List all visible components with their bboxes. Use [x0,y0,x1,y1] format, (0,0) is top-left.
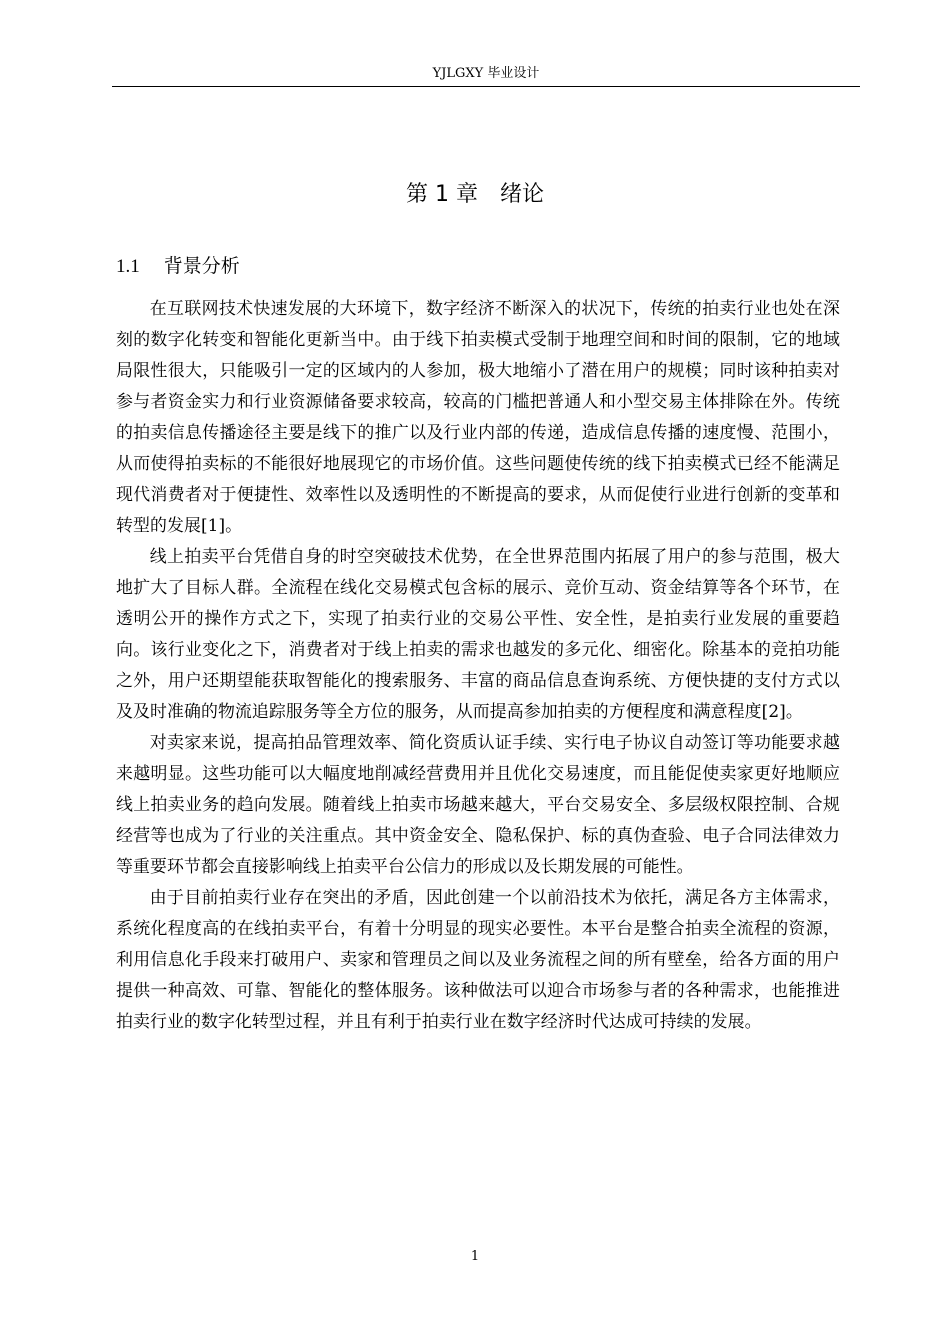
section-title: 背景分析 [163,255,240,277]
section-number: 1.1 [116,256,140,277]
page-number: 1 [470,1249,480,1264]
chapter-name: 绪论 [499,182,544,207]
chapter-number: 第 1 章 [406,182,478,207]
paragraph-3: 对卖家来说，提高拍品管理效率、简化资质认证手续、实行电子协议自动签订等功能要求越来越明显。这些功能可以大幅度地削减经营费用并且优化交易速度，而且能促使卖家更好地顺应线上拍卖业务的趋向发展。随着线上拍卖市场越来越大，平台交易安全、多层级权限控制、合规经营等也成为了行业的关注重点。其中资金安全、隐私保护、标的真伪查验、电子合同法律效力等重要环节都会直接影响线上拍卖平台公信力的形成以及长期发展的可能性。 [116,732,840,876]
chapter-title [0,180,950,210]
body-text [116,293,840,1037]
header-divider [112,86,860,87]
paragraph-1: 在互联网技术快速发展的大环境下，数字经济不断深入的状况下，传统的拍卖行业也处在深刻的数字化转变和智能化更新当中。由于线下拍卖模式受制于地理空间和时间的限制，它的地域局限性很大，只能吸引一定的区域内的人参加，极大地缩小了潜在用户的规模；同时该种拍卖对参与者资金实力和行业资源储备要求较高，较高的门槛把普通人和小型交易主体排除在外。传统的拍卖信息传播途径主要是线下的推广以及行业内部的传递，造成信息传播的速度慢、范围小，从而使得拍卖标的不能很好地展现它的市场价值。这些问题使传统的线下拍卖模式已经不能满足现代消费者对于便捷性、效率性以及透明性的不断提高的要求，从而促使行业进行创新的变革和转型的发展[1]。 [116,298,840,535]
running-header: YJLGXY 毕业设计 [432,66,540,81]
section-heading [116,252,240,281]
paragraph-2: 线上拍卖平台凭借自身的时空突破技术优势，在全世界范围内拓展了用户的参与范围，极大地扩大了目标人群。全流程在线化交易模式包含标的展示、竞价互动、资金结算等各个环节，在透明公开的操作方式之下，实现了拍卖行业的交易公平性、安全性，是拍卖行业发展的重要趋向。该行业变化之下，消费者对于线上拍卖的需求也越发的多元化、细密化。除基本的竞拍功能之外，用户还期望能获取智能化的搜索服务、丰富的商品信息查询系统、方便快捷的支付方式以及及时准确的物流追踪服务等全方位的服务，从而提高参加拍卖的方便程度和满意程度[2]。 [116,546,840,721]
paragraph-4: 由于目前拍卖行业存在突出的矛盾，因此创建一个以前沿技术为依托，满足各方主体需求，系统化程度高的在线拍卖平台，有着十分明显的现实必要性。本平台是整合拍卖全流程的资源，利用信息化手段来打破用户、卖家和管理员之间以及业务流程之间的所有壁垒，给各方面的用户提供一种高效、可靠、智能化的整体服务。该种做法可以迎合市场参与者的各种需求，也能推进拍卖行业的数字化转型过程，并且有利于拍卖行业在数字经济时代达成可持续的发展。 [116,887,840,1031]
